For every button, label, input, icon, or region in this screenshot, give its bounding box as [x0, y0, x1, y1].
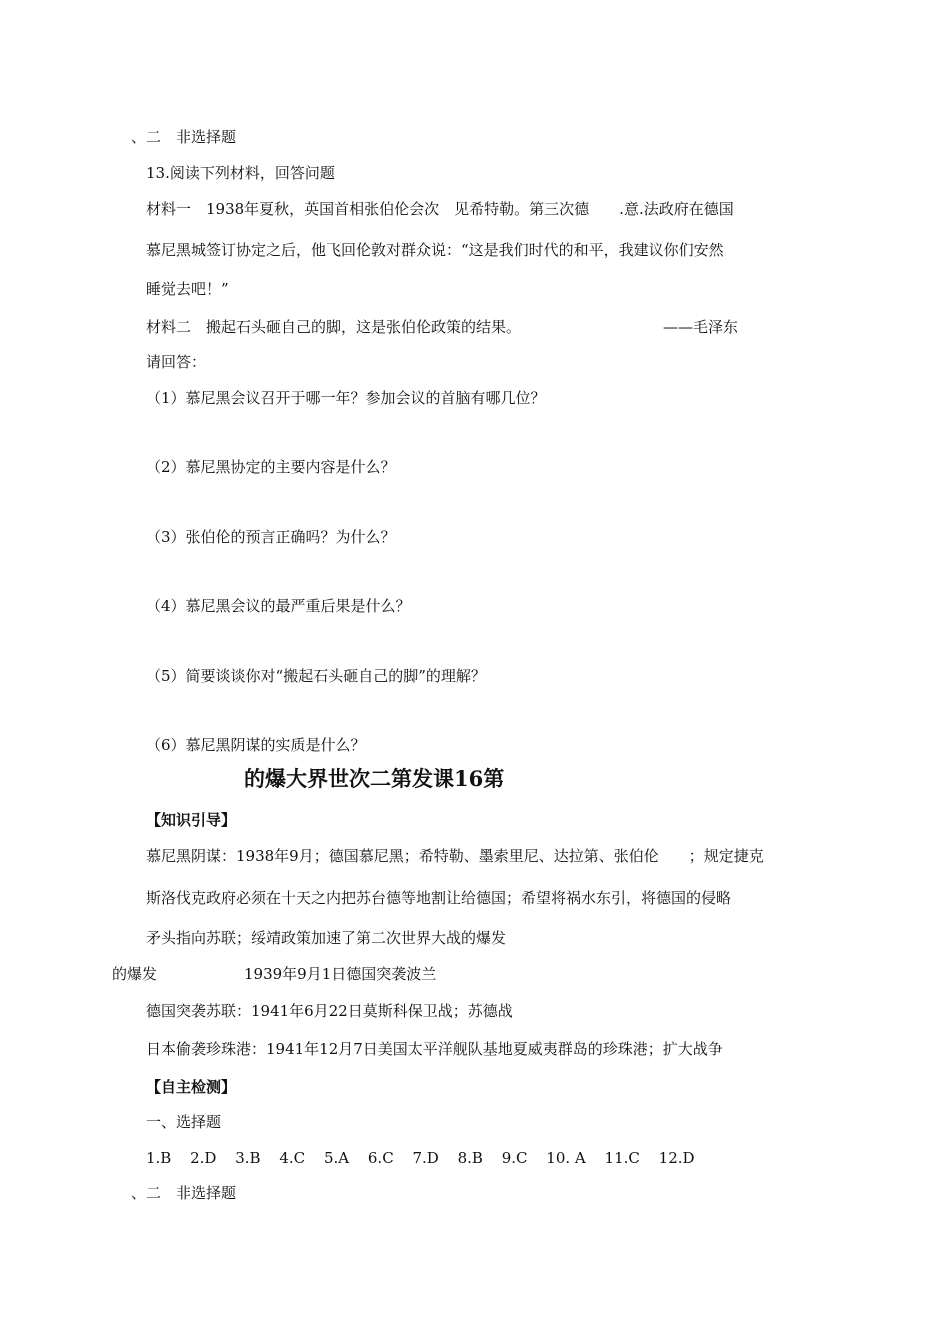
guide-line: 1939年9月1日德国突袭波兰 — [244, 965, 437, 983]
answer-item: 12.D — [658, 1149, 695, 1167]
answer-item: 6.C — [367, 1149, 394, 1167]
material2-text: 材料二 搬起石头砸自己的脚，这是张伯伦政策的结果。 — [146, 318, 522, 336]
question-stem: 13.阅读下列材料，回答问题 — [146, 164, 335, 182]
lesson-title: 的爆大界世次二第发课16第 — [244, 766, 505, 791]
material1-line: 材料一 1938年夏秋，英国首相张伯伦会次 见希特勒。第三次德 .意.法政府在德国 — [146, 200, 734, 218]
answer-item: 8.B — [457, 1149, 483, 1167]
answer-item: 5.A — [323, 1149, 350, 1167]
check-subheading: 一、选择题 — [146, 1113, 222, 1131]
sub-question: （4）慕尼黑会议的最严重后果是什么？ — [146, 597, 411, 615]
answer-key — [146, 1148, 709, 1168]
prompt: 请回答： — [146, 353, 207, 371]
material1-line: 慕尼黑城签订协定之后，他飞回伦敦对群众说：“这是我们时代的和平，我建议你们安然 — [146, 241, 724, 259]
sub-question: （1）慕尼黑会议召开于哪一年？参加会议的首脑有哪几位？ — [146, 389, 546, 407]
sub-question: （3）张伯伦的预言正确吗？为什么？ — [146, 528, 396, 546]
guide-line: 的爆发 — [112, 965, 158, 983]
section-heading: 、二 非选择题 — [131, 1184, 237, 1202]
answer-item: 11.C — [604, 1149, 640, 1167]
guide-line: 斯洛伐克政府必须在十天之内把苏台德等地割让给德国；希望将祸水东引，将德国的侵略 — [146, 889, 732, 907]
section-heading: 、二 非选择题 — [131, 128, 237, 146]
sub-question: （6）慕尼黑阴谋的实质是什么？ — [146, 736, 366, 754]
answer-item: 9.C — [501, 1149, 528, 1167]
sub-question: （2）慕尼黑协定的主要内容是什么？ — [146, 458, 396, 476]
guide-line: 慕尼黑阴谋：1938年9月；德国慕尼黑；希特勒、墨索里尼、达拉第、张伯伦 ；规定捷克 — [146, 847, 764, 865]
guide-heading: 【知识引导】 — [146, 811, 237, 829]
answer-item: 10. A — [546, 1149, 586, 1167]
answer-item: 3.B — [235, 1149, 261, 1167]
check-heading: 【自主检测】 — [146, 1078, 237, 1096]
answer-item: 7.D — [412, 1149, 439, 1167]
guide-line: 矛头指向苏联；绥靖政策加速了第二次世界大战的爆发 — [146, 929, 507, 947]
answer-item: 4.C — [279, 1149, 306, 1167]
answer-item: 2.D — [190, 1149, 217, 1167]
material1-line: 睡觉去吧！” — [146, 280, 229, 298]
guide-line: 德国突袭苏联：1941年6月22日莫斯科保卫战；苏德战 — [146, 1002, 513, 1020]
answer-item: 1.B — [146, 1149, 172, 1167]
guide-line: 日本偷袭珍珠港：1941年12月7日美国太平洋舰队基地夏威夷群岛的珍珠港；扩大战争 — [146, 1040, 723, 1058]
material2-source: ——毛泽东 — [663, 318, 739, 336]
sub-question: （5）简要谈谈你对“搬起石头砸自己的脚”的理解？ — [146, 667, 486, 685]
